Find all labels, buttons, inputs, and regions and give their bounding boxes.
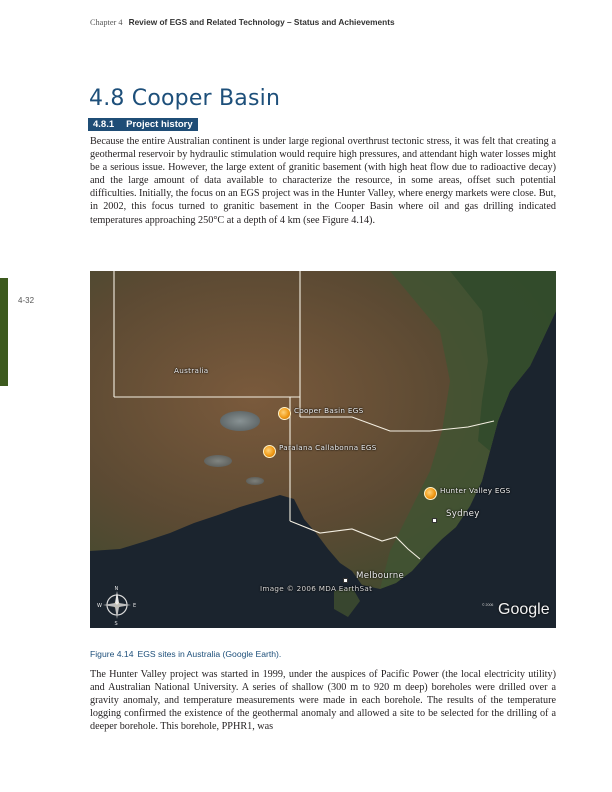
compass-n: N xyxy=(114,586,119,592)
label-australia: Australia xyxy=(174,366,209,375)
melbourne-marker-icon xyxy=(343,578,348,583)
salt-lake xyxy=(204,455,232,467)
label-paralana: Paralana Callabonna EGS xyxy=(279,443,377,452)
lake-eyre xyxy=(220,411,260,431)
pin-hunter-valley-icon xyxy=(424,487,437,500)
sydney-marker-icon xyxy=(432,518,437,523)
compass-w: W xyxy=(97,603,102,609)
google-logo: Google xyxy=(498,601,550,618)
body-paragraph-2: The Hunter Valley project was started in 1999, under the auspices of Pacific Power (the local electricity utility) and Australian National University. A series of shallow (300 m to 920 m deep) boreholes were drilled over a gravity anomaly, and temperature measurements were made in each borehole. The results of the temperature logging confirmed the existence of the geothermal anomaly and allowed a site to be selected for the drilling of a deeper borehole. This borehole, PPHR1, was xyxy=(90,669,556,733)
caption-label: Figure 4.14 xyxy=(90,649,134,659)
subsection-title: Project history xyxy=(126,119,193,130)
body-paragraph-1: Because the entire Australian continent is under large regional overthrust tectonic stress, it was felt that creating a geothermal reservoir by hydraulic stimulation would require high pressures, and attendant high water losses might be a serious issue. However, the large extent of granitic basement (with high heat flow due to radioactive decay) and the large amount of data available to characterize the resource, in some areas, offset such potential difficulties. Initially, the focus on an EGS project was in the Hunter Valley, where energy markets were close. But, in 2002, this focus turned to granitic basement in the Cooper Basin where oil and gas drilling indicated temperatures approaching 250°C at a depth of 4 km (see Figure 4.14). xyxy=(90,136,556,226)
compass-s: S xyxy=(114,621,118,625)
subsection-heading xyxy=(88,118,198,131)
pin-cooper-basin-icon xyxy=(278,407,291,420)
label-melbourne: Melbourne xyxy=(356,571,405,581)
chapter-label: Chapter 4 xyxy=(90,18,123,27)
image-credit: Image © 2006 MDA EarthSat xyxy=(260,584,373,593)
compass-e: E xyxy=(133,603,137,609)
compass-icon xyxy=(96,583,138,625)
section-title: 4.8 Cooper Basin xyxy=(89,86,281,111)
label-sydney: Sydney xyxy=(446,509,480,519)
chapter-tab-marker xyxy=(0,278,8,386)
pin-paralana-icon xyxy=(263,445,276,458)
label-cooper-basin: Cooper Basin EGS xyxy=(294,406,364,415)
figure-map xyxy=(90,271,556,628)
logo-copyright: © 2006 xyxy=(482,603,494,607)
caption-text: EGS sites in Australia (Google Earth). xyxy=(137,649,282,659)
figure-caption xyxy=(90,649,281,659)
subsection-number: 4.8.1 xyxy=(93,119,115,130)
salt-lake-2 xyxy=(246,477,264,485)
label-hunter-valley: Hunter Valley EGS xyxy=(440,486,511,495)
page-number: 4-32 xyxy=(18,296,35,305)
running-head xyxy=(90,17,395,27)
chapter-title: Review of EGS and Related Technology – Status and Achievements xyxy=(128,17,395,27)
